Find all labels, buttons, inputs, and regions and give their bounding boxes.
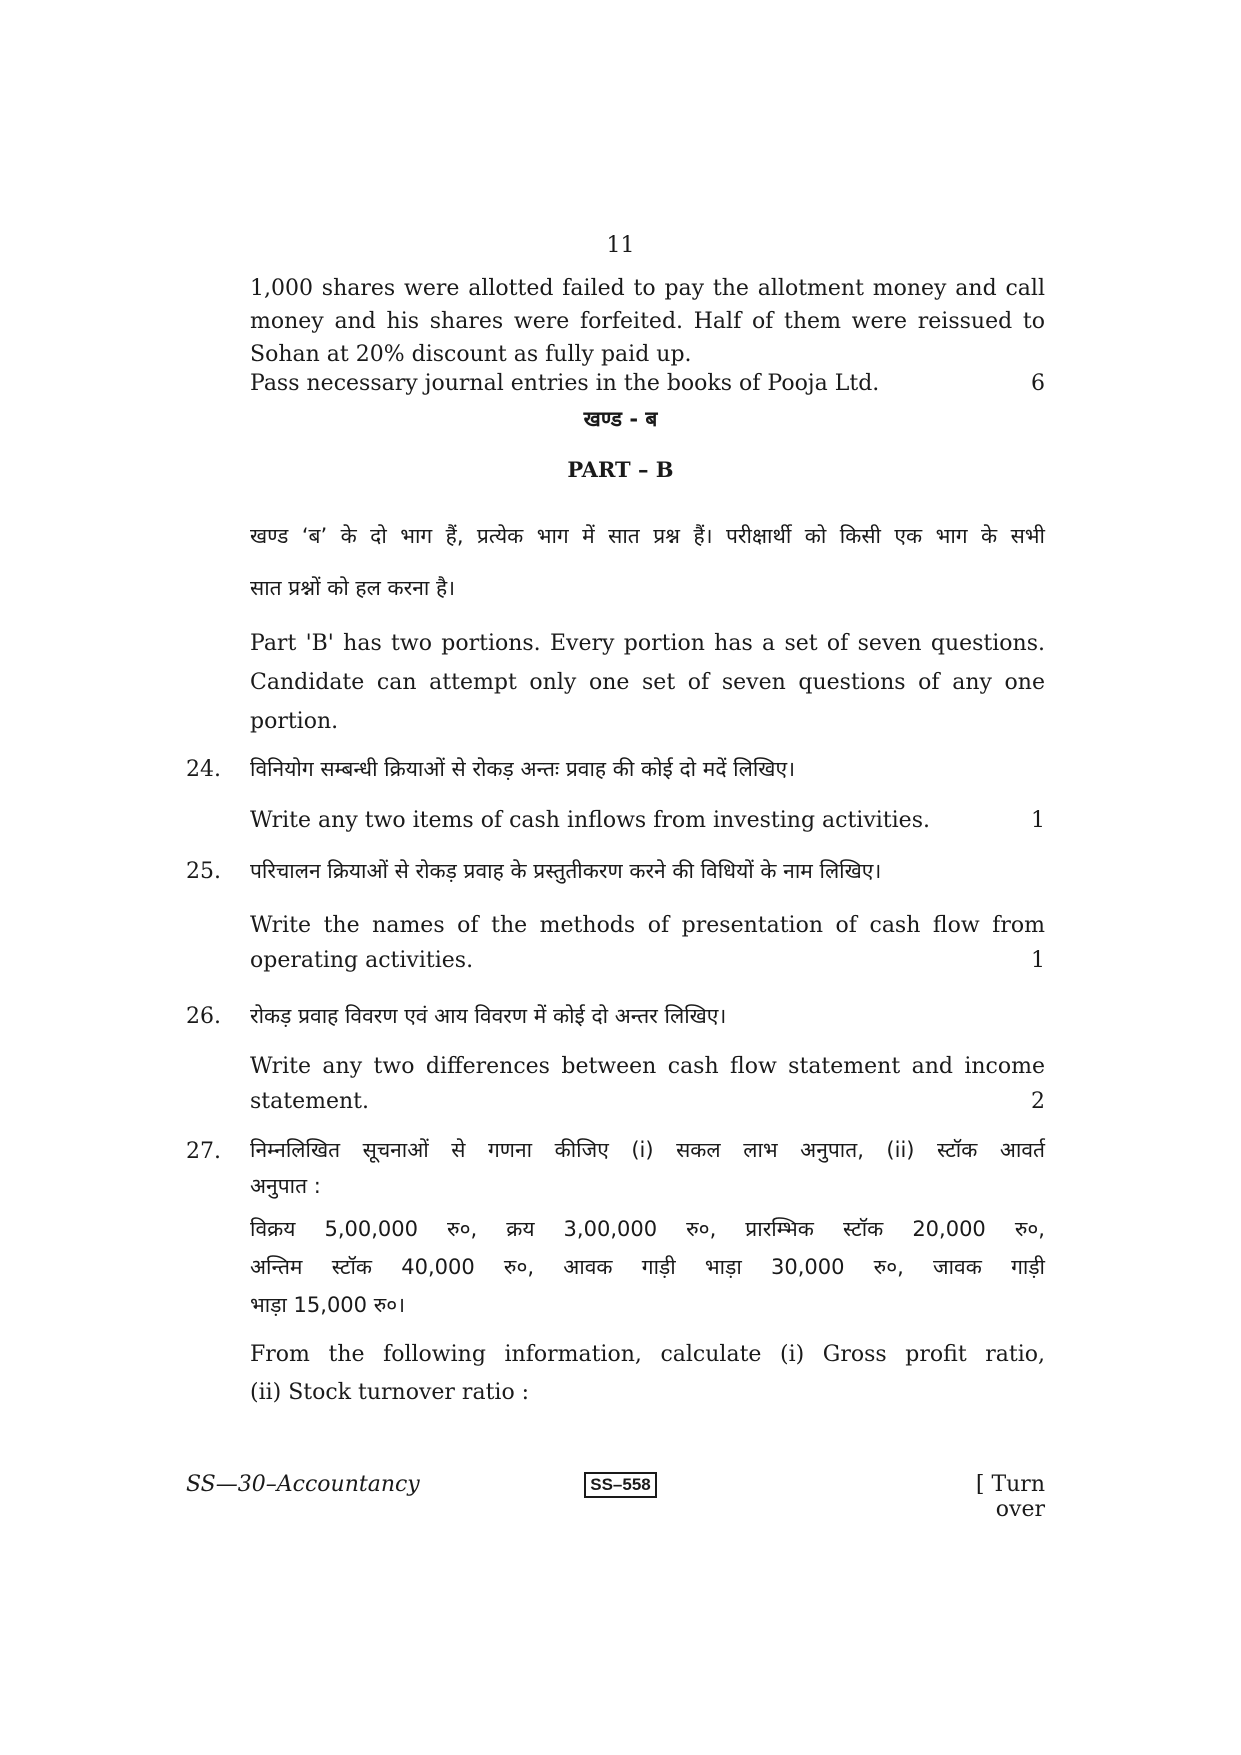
intro-line-2: money and his shares were forfeited. Half of them were reissued to bbox=[250, 309, 1045, 334]
question-27-data-line-3: भाड़ा 15,000 रु०। bbox=[250, 1293, 406, 1317]
question-25-marks: 1 bbox=[1031, 948, 1045, 973]
footer-code: SS–558 bbox=[584, 1472, 657, 1498]
question-27-english-line-1: From the following information, calculate (i) Gross profit ratio, bbox=[250, 1342, 1045, 1367]
intro-marks: 6 bbox=[1031, 371, 1045, 396]
intro-line-3: Sohan at 20% discount as fully paid up. bbox=[250, 342, 692, 367]
question-25-hindi: परिचालन क्रियाओं से रोकड़ प्रवाह के प्रस्तुतीकरण करने की विधियों के नाम लिखिए। bbox=[250, 859, 882, 883]
question-26-marks: 2 bbox=[1031, 1089, 1045, 1114]
question-25-english-line-2 bbox=[250, 948, 1045, 973]
english-instruction-line-2: Candidate can attempt only one set of seven questions of any one bbox=[250, 670, 1045, 695]
english-instruction-line-3: portion. bbox=[250, 709, 339, 734]
question-26-hindi: रोकड़ प्रवाह विवरण एवं आय विवरण में कोई दो अन्तर लिखिए। bbox=[250, 1004, 727, 1028]
hindi-instruction-line-1: खण्ड ‘ब’ के दो भाग हैं, प्रत्येक भाग में सात प्रश्न हैं। परीक्षार्थी को किसी एक भाग के सभी bbox=[250, 524, 1045, 548]
question-27-number: 27. bbox=[186, 1139, 221, 1164]
intro-line-1: 1,000 shares were allotted failed to pay the allotment money and call bbox=[250, 276, 1045, 301]
intro-line-4-text: Pass necessary journal entries in the books of Pooja Ltd. bbox=[250, 371, 880, 396]
footer-subject: SS—30–Accountancy bbox=[186, 1472, 420, 1497]
english-section-heading: PART – B bbox=[567, 457, 674, 482]
question-27-data-line-2: अन्तिम स्टॉक 40,000 रु०, आवक गाड़ी भाड़ा 30,000 रु०, जावक गाड़ी bbox=[250, 1255, 1045, 1279]
question-27-hindi-line-1: निम्नलिखित सूचनाओं से गणना कीजिए (i) सकल लाभ अनुपात, (ii) स्टॉक आवर्त bbox=[250, 1138, 1045, 1162]
question-24-number: 24. bbox=[186, 757, 221, 782]
question-24-marks: 1 bbox=[1031, 808, 1045, 833]
question-27-hindi-line-2: अनुपात : bbox=[250, 1174, 321, 1198]
question-26-number: 26. bbox=[186, 1004, 221, 1029]
question-25-english-line-1: Write the names of the methods of presentation of cash flow from bbox=[250, 913, 1045, 938]
question-26-english-line-2-text: statement. bbox=[250, 1089, 369, 1114]
question-26-english-line-2 bbox=[250, 1089, 1045, 1114]
question-25-english-line-2-text: operating activities. bbox=[250, 948, 474, 973]
question-24-hindi: विनियोग सम्बन्धी क्रियाओं से रोकड़ अन्तः प्रवाह की कोई दो मदें लिखिए। bbox=[250, 757, 796, 781]
page-number: 11 bbox=[606, 233, 635, 258]
footer-code-box bbox=[0, 1472, 1241, 1498]
hindi-section-heading: खण्ड - ब bbox=[583, 407, 658, 431]
english-instruction-line-1: Part 'B' has two portions. Every portion has a set of seven questions. bbox=[250, 631, 1045, 656]
intro-line-4 bbox=[250, 371, 1045, 396]
question-25-number: 25. bbox=[186, 859, 221, 884]
question-26-english-line-1: Write any two differences between cash flow statement and income bbox=[250, 1054, 1045, 1079]
footer-turn-over: [ Turn over bbox=[975, 1472, 1045, 1522]
question-27-data-line-1: विक्रय 5,00,000 रु०, क्रय 3,00,000 रु०, प्रारम्भिक स्टॉक 20,000 रु०, bbox=[250, 1217, 1045, 1241]
hindi-instruction-line-2: सात प्रश्नों को हल करना है। bbox=[250, 576, 456, 600]
question-24-english bbox=[250, 808, 1045, 833]
question-27-english-line-2: (ii) Stock turnover ratio : bbox=[250, 1380, 530, 1405]
question-24-english-text: Write any two items of cash inflows from investing activities. bbox=[250, 808, 930, 833]
